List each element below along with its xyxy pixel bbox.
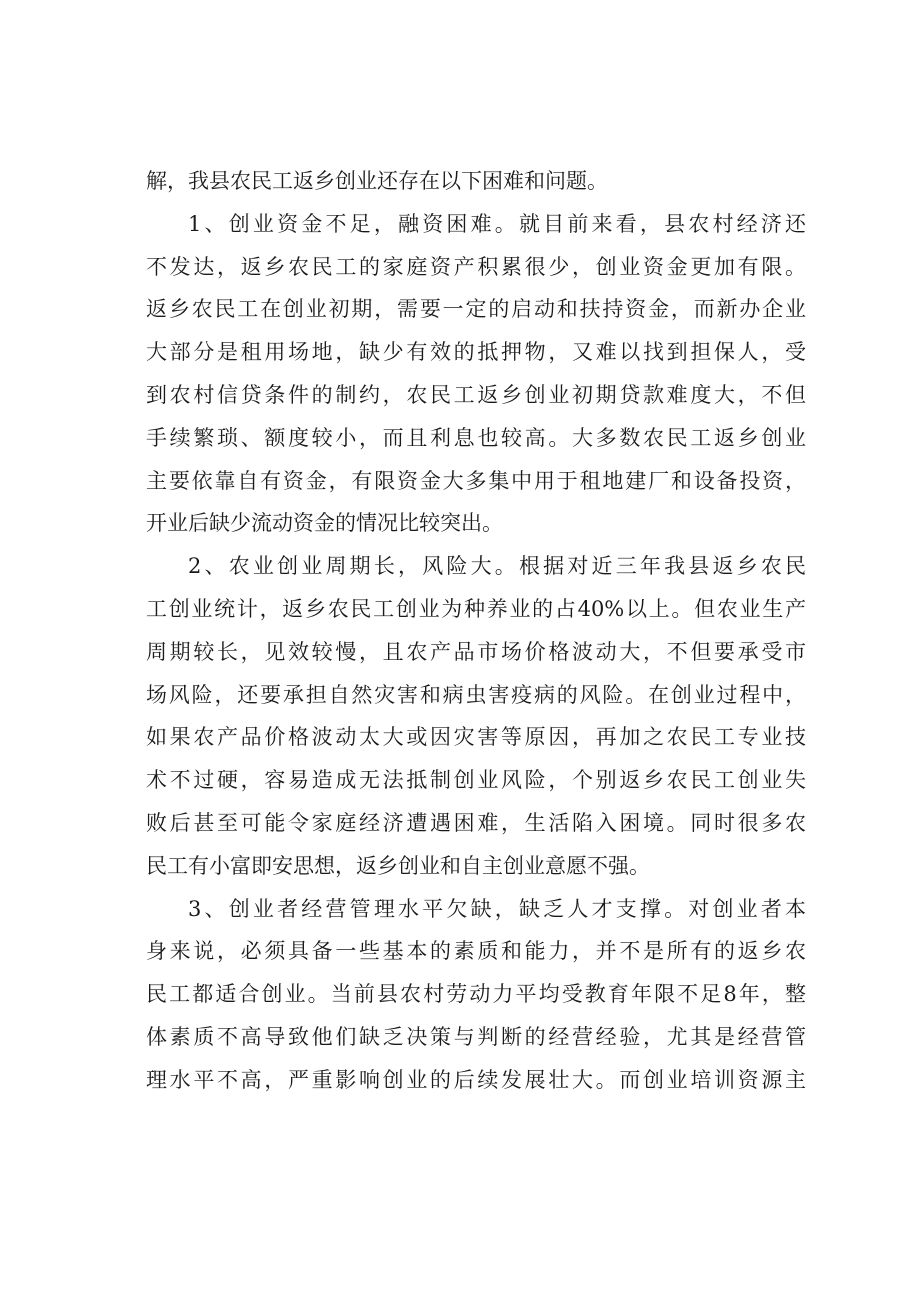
paragraph-line: 工创业统计，返乡农民工创业为种养业的占40%以上。但农业生产 xyxy=(146,596,806,621)
paragraph-line: 场风险，还要承担自然灾害和病虫害疫病的风险。在创业过程中， xyxy=(146,682,806,707)
paragraph-line: 术不过硬，容易造成无法抵制创业风险，个别返乡农民工创业失 xyxy=(146,768,806,793)
paragraph-line: 不发达，返乡农民工的家庭资产积累很少，创业资金更加有限。 xyxy=(146,254,806,279)
paragraph-line: 身来说，必须具备一些基本的素质和能力，并不是所有的返乡农 xyxy=(146,939,806,964)
paragraph-line: 体素质不高导致他们缺乏决策与判断的经营经验，尤其是经营管 xyxy=(146,1024,806,1049)
paragraph-line: 解，我县农民工返乡创业还存在以下困难和问题。 xyxy=(146,169,608,193)
section-heading-line: 3、创业者经营管理水平欠缺，缺乏人才支撑。对创业者本 xyxy=(188,896,806,921)
section-heading-line: 1、创业资金不足，融资困难。就目前来看，县农村经济还 xyxy=(188,211,806,236)
document-body xyxy=(146,160,806,1102)
paragraph-line: 开业后缺少流动资金的情况比较突出。 xyxy=(146,511,503,536)
paragraph-line: 如果农产品价格波动太大或因灾害等原因，再加之农民工专业技 xyxy=(146,725,806,750)
paragraph-line: 败后甚至可能令家庭经济遭遇困难，生活陷入困境。同时很多农 xyxy=(146,810,806,835)
paragraph-line: 手续繁琐、额度较小，而且利息也较高。大多数农民工返乡创业 xyxy=(146,425,806,450)
paragraph-line: 民工都适合创业。当前县农村劳动力平均受教育年限不足8年，整 xyxy=(146,982,806,1007)
paragraph-line: 理水平不高，严重影响创业的后续发展壮大。而创业培训资源主 xyxy=(146,1067,806,1092)
paragraph-line: 到农村信贷条件的制约，农民工返乡创业初期贷款难度大，不但 xyxy=(146,382,806,407)
paragraph-line: 大部分是租用场地，缺少有效的抵押物，又难以找到担保人，受 xyxy=(146,340,806,365)
paragraph-line: 民工有小富即安思想，返乡创业和自主创业意愿不强。 xyxy=(146,853,650,878)
paragraph-line: 返乡农民工在创业初期，需要一定的启动和扶持资金，而新办企业 xyxy=(146,297,806,322)
paragraph-line: 主要依靠自有资金，有限资金大多集中用于租地建厂和设备投资， xyxy=(146,468,806,493)
section-heading-line: 2、农业创业周期长，风险大。根据对近三年我县返乡农民 xyxy=(188,554,806,579)
paragraph-line: 周期较长，见效较慢，且农产品市场价格波动大，不但要承受市 xyxy=(146,639,806,664)
